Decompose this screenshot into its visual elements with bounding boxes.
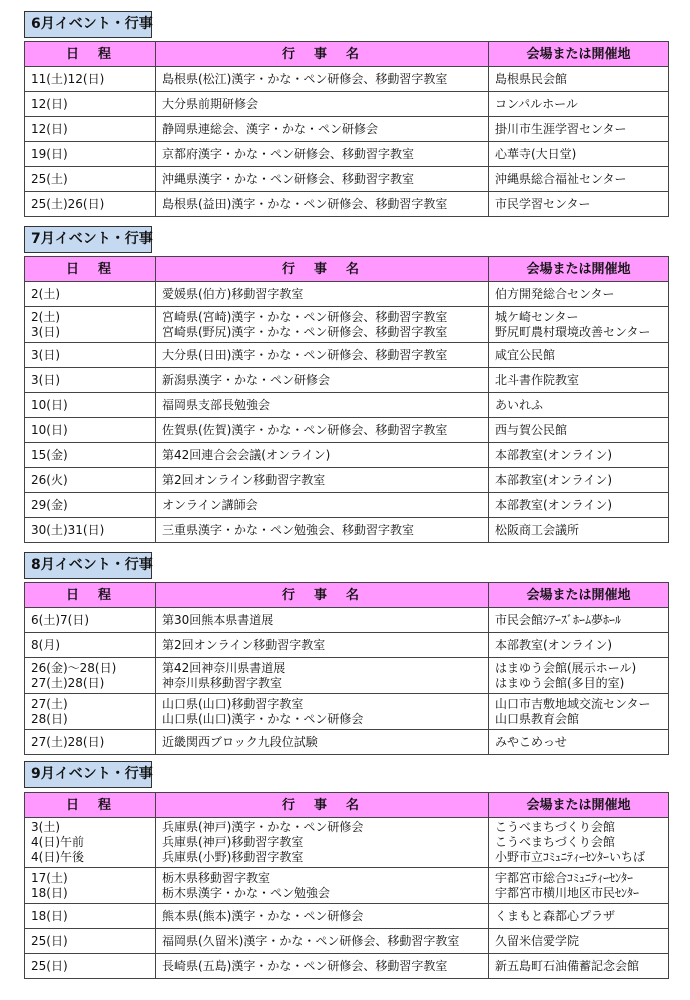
table-row	[25, 730, 669, 755]
event-name	[156, 142, 489, 167]
event-name	[156, 92, 489, 117]
event-venue-line: 松阪商工会議所	[495, 522, 580, 537]
event-name-line: 福岡県支部長勉強会	[162, 397, 271, 412]
event-date-line: 3(日)	[31, 324, 60, 339]
event-date-line: 25(土)26(日)	[31, 196, 105, 211]
event-date	[25, 633, 156, 658]
event-venue-line: こうべまちづくり会館	[495, 820, 615, 834]
event-date-line: 6(土)7(日)	[31, 612, 89, 627]
event-date-line: 3(日)	[31, 347, 60, 362]
event-name-line: 熊本県(熊本)漢字・かな・ペン研修会	[162, 908, 364, 923]
event-date	[25, 730, 156, 755]
event-name-line: 島根県(松江)漢字・かな・ペン研修会、移動習字教室	[162, 71, 448, 86]
header-date: 日 程	[25, 793, 156, 818]
event-name-line: 三重県漢字・かな・ペン勉強会、移動習字教室	[162, 522, 415, 537]
event-date	[25, 343, 156, 368]
table-row	[25, 954, 669, 979]
table-row	[25, 518, 669, 543]
table-row	[25, 92, 669, 117]
event-date-line: 3(日)	[31, 372, 60, 387]
event-venue-line: 心華寺(大日堂)	[495, 146, 577, 161]
event-venue	[489, 608, 669, 633]
header-venue: 会場または開催地	[489, 793, 669, 818]
event-name	[156, 343, 489, 368]
event-name	[156, 518, 489, 543]
event-table	[24, 792, 669, 979]
event-date	[25, 418, 156, 443]
event-name	[156, 67, 489, 92]
event-date-line: 18(日)	[31, 885, 68, 900]
table-row	[25, 343, 669, 368]
event-date-line: 25(日)	[31, 958, 68, 973]
event-name-line: 大分県(日田)漢字・かな・ペン研修会、移動習字教室	[162, 347, 448, 362]
event-venue-line: 本部教室(オンライン)	[495, 472, 613, 487]
event-name	[156, 694, 489, 730]
event-venue	[489, 518, 669, 543]
header-date: 日 程	[25, 583, 156, 608]
event-date	[25, 167, 156, 192]
event-name	[156, 368, 489, 393]
event-venue-line: 宇都宮市横川地区市民ｾﾝﾀｰ	[495, 885, 640, 900]
event-venue	[489, 393, 669, 418]
event-name	[156, 904, 489, 929]
event-venue-line: はまゆう会館(多目的室)	[495, 675, 625, 690]
event-venue	[489, 658, 669, 694]
table-row	[25, 818, 669, 868]
event-venue-line: 西与賀公民館	[495, 422, 568, 437]
event-name-line: 宮崎県(宮崎)漢字・かな・ペン研修会、移動習字教室	[162, 309, 448, 324]
event-venue-line: 咸宜公民館	[495, 347, 556, 362]
event-date-line: 3(土)	[31, 820, 60, 834]
table-row	[25, 929, 669, 954]
event-date-line: 12(日)	[31, 121, 68, 136]
header-date: 日 程	[25, 257, 156, 282]
table-row	[25, 368, 669, 393]
header-row	[25, 257, 669, 282]
event-venue-line: 山口県教育会館	[495, 711, 580, 726]
event-name	[156, 307, 489, 343]
event-name-line: オンライン講師会	[162, 497, 258, 512]
event-date	[25, 904, 156, 929]
header-venue: 会場または開催地	[489, 583, 669, 608]
event-name-line: 神奈川県移動習字教室	[162, 675, 283, 690]
event-name-line: 長崎県(五島)漢字・かな・ペン研修会、移動習字教室	[162, 958, 448, 973]
section-title: 7月イベント・行事	[24, 226, 152, 253]
event-table	[24, 256, 669, 543]
event-venue	[489, 167, 669, 192]
header-row	[25, 583, 669, 608]
event-name-line: 兵庫県(小野)移動習字教室	[162, 850, 304, 864]
event-date	[25, 818, 156, 868]
event-venue	[489, 443, 669, 468]
section-title: 8月イベント・行事	[24, 552, 152, 579]
event-date	[25, 658, 156, 694]
event-name-line: 山口県(山口)移動習字教室	[162, 696, 304, 711]
header-row	[25, 42, 669, 67]
event-table	[24, 582, 669, 755]
table-row	[25, 393, 669, 418]
event-name	[156, 468, 489, 493]
event-venue-line: 野尻町農村環境改善センター	[495, 324, 651, 339]
event-name-line: 兵庫県(神戸)移動習字教室	[162, 835, 304, 849]
event-venue-line: みやこめっせ	[495, 734, 567, 749]
event-date	[25, 493, 156, 518]
event-venue-line: こうべまちづくり会館	[495, 835, 615, 849]
event-name	[156, 393, 489, 418]
event-date-line: 4(日)午後	[31, 850, 84, 864]
event-date-line: 30(土)31(日)	[31, 522, 105, 537]
event-table	[24, 41, 669, 217]
event-date-line: 26(火)	[31, 472, 68, 487]
event-venue	[489, 92, 669, 117]
event-date	[25, 518, 156, 543]
event-date	[25, 608, 156, 633]
event-venue	[489, 954, 669, 979]
event-date	[25, 192, 156, 217]
event-date-line: 27(土)	[31, 696, 68, 711]
header-name: 行 事 名	[156, 257, 489, 282]
event-name-line: 沖縄県漢字・かな・ペン研修会、移動習字教室	[162, 171, 415, 186]
event-name	[156, 608, 489, 633]
table-row	[25, 418, 669, 443]
event-date-line: 18(日)	[31, 908, 68, 923]
event-venue-line: 伯方開発総合センター	[495, 286, 615, 301]
event-venue	[489, 282, 669, 307]
event-name-line: 第30回熊本県書道展	[162, 612, 274, 627]
event-date	[25, 117, 156, 142]
event-name	[156, 818, 489, 868]
header-venue: 会場または開催地	[489, 257, 669, 282]
event-name	[156, 954, 489, 979]
event-name-line: 愛媛県(伯方)移動習字教室	[162, 286, 304, 301]
event-date-line: 2(土)	[31, 309, 60, 324]
event-date-line: 26(金)～28(日)	[31, 660, 117, 675]
event-date-line: 8(月)	[31, 637, 60, 652]
event-date	[25, 393, 156, 418]
event-venue-line: 新五島町石油備蓄記念会館	[495, 958, 640, 973]
event-date-line: 12(日)	[31, 96, 68, 111]
event-date-line: 25(土)	[31, 171, 68, 186]
event-venue-line: 久留米信愛学院	[495, 933, 580, 948]
event-date	[25, 929, 156, 954]
event-venue	[489, 142, 669, 167]
event-venue-line: 本部教室(オンライン)	[495, 637, 613, 652]
event-venue	[489, 818, 669, 868]
event-name-line: 第42回神奈川県書道展	[162, 660, 286, 675]
event-date	[25, 468, 156, 493]
event-name	[156, 929, 489, 954]
table-row	[25, 192, 669, 217]
event-venue-line: あいれふ	[495, 397, 544, 412]
event-date-line: 10(日)	[31, 397, 68, 412]
event-name	[156, 730, 489, 755]
section-title: 9月イベント・行事	[24, 761, 152, 788]
event-venue-line: 本部教室(オンライン)	[495, 497, 613, 512]
event-date-line: 19(日)	[31, 146, 68, 161]
event-venue-line: 宇都宮市総合ｺﾐｭﾆﾃｨｰｾﾝﾀｰ	[495, 870, 634, 885]
event-venue	[489, 633, 669, 658]
event-venue-line: 市民会館ｼｱｰｽﾞﾎｰﾑ夢ﾎｰﾙ	[495, 612, 622, 627]
event-venue	[489, 730, 669, 755]
event-date-line: 29(金)	[31, 497, 68, 512]
table-row	[25, 633, 669, 658]
event-date-line: 10(日)	[31, 422, 68, 437]
header-row	[25, 793, 669, 818]
header-name: 行 事 名	[156, 793, 489, 818]
header-name: 行 事 名	[156, 42, 489, 67]
event-date	[25, 92, 156, 117]
event-venue-line: 小野市立ｺﾐｭﾆﾃｨｰｾﾝﾀｰいちば	[495, 850, 646, 864]
event-venue	[489, 904, 669, 929]
event-date	[25, 954, 156, 979]
header-venue: 会場または開催地	[489, 42, 669, 67]
event-date	[25, 307, 156, 343]
event-name	[156, 493, 489, 518]
table-row	[25, 694, 669, 730]
event-name-line: 京都府漢字・かな・ペン研修会、移動習字教室	[162, 146, 415, 161]
event-name-line: 新潟県漢字・かな・ペン研修会	[162, 372, 331, 387]
event-date	[25, 67, 156, 92]
event-date-line: 27(土)28(日)	[31, 675, 105, 690]
event-venue-line: くまもと森都心プラザ	[495, 908, 616, 923]
event-venue	[489, 67, 669, 92]
event-name	[156, 418, 489, 443]
event-venue-line: 市民学習センター	[495, 196, 591, 211]
event-venue-line: 山口市吉敷地域交流センター	[495, 696, 651, 711]
event-venue	[489, 929, 669, 954]
header-date: 日 程	[25, 42, 156, 67]
event-name-line: 静岡県連総会、漢字・かな・ペン研修会	[162, 121, 379, 136]
event-name-line: 山口県(山口)漢字・かな・ペン研修会	[162, 711, 364, 726]
event-date	[25, 142, 156, 167]
section-title: 6月イベント・行事	[24, 11, 152, 38]
event-venue	[489, 117, 669, 142]
event-date-line: 11(土)12(日)	[31, 71, 105, 86]
event-date-line: 28(日)	[31, 711, 68, 726]
event-name-line: 第2回オンライン移動習字教室	[162, 637, 326, 652]
event-venue	[489, 493, 669, 518]
event-venue	[489, 343, 669, 368]
event-name-line: 近畿関西ブロック九段位試験	[162, 734, 318, 749]
table-row	[25, 608, 669, 633]
event-name-line: 第42回連合会会議(オンライン)	[162, 447, 331, 462]
event-name-line: 島根県(益田)漢字・かな・ペン研修会、移動習字教室	[162, 196, 448, 211]
event-name	[156, 443, 489, 468]
event-date	[25, 694, 156, 730]
table-row	[25, 868, 669, 904]
event-date	[25, 443, 156, 468]
table-row	[25, 67, 669, 92]
event-name	[156, 192, 489, 217]
event-venue	[489, 868, 669, 904]
event-date-line: 2(土)	[31, 286, 60, 301]
event-name	[156, 167, 489, 192]
event-venue-line: はまゆう会館(展示ホール)	[495, 660, 637, 675]
event-venue-line: 沖縄県総合福祉センター	[495, 171, 627, 186]
event-date-line: 27(土)28(日)	[31, 734, 105, 749]
event-venue	[489, 368, 669, 393]
event-date	[25, 282, 156, 307]
event-venue-line: 北斗書作院教室	[495, 372, 580, 387]
table-row	[25, 167, 669, 192]
event-venue-line: コンパルホール	[495, 96, 578, 111]
table-row	[25, 658, 669, 694]
event-venue	[489, 418, 669, 443]
table-row	[25, 493, 669, 518]
event-name	[156, 658, 489, 694]
event-venue	[489, 192, 669, 217]
event-name-line: 兵庫県(神戸)漢字・かな・ペン研修会	[162, 820, 364, 834]
table-row	[25, 904, 669, 929]
event-name-line: 大分県前期研修会	[162, 96, 259, 111]
event-date-line: 15(金)	[31, 447, 68, 462]
event-venue	[489, 694, 669, 730]
table-row	[25, 117, 669, 142]
event-venue	[489, 307, 669, 343]
table-row	[25, 468, 669, 493]
event-name-line: 福岡県(久留米)漢字・かな・ペン研修会、移動習字教室	[162, 933, 460, 948]
event-name	[156, 633, 489, 658]
event-name-line: 佐賀県(佐賀)漢字・かな・ペン研修会、移動習字教室	[162, 422, 448, 437]
event-date-line: 25(日)	[31, 933, 68, 948]
header-name: 行 事 名	[156, 583, 489, 608]
table-row	[25, 142, 669, 167]
table-row	[25, 443, 669, 468]
table-row	[25, 282, 669, 307]
event-name-line: 栃木県移動習字教室	[162, 870, 271, 885]
event-date	[25, 368, 156, 393]
event-name	[156, 282, 489, 307]
event-name	[156, 117, 489, 142]
event-date-line: 17(土)	[31, 870, 68, 885]
event-name-line: 栃木県漢字・かな・ペン勉強会	[162, 885, 331, 900]
event-venue-line: 本部教室(オンライン)	[495, 447, 613, 462]
event-venue-line: 掛川市生涯学習センター	[495, 121, 627, 136]
event-name-line: 第2回オンライン移動習字教室	[162, 472, 326, 487]
event-name	[156, 868, 489, 904]
event-date	[25, 868, 156, 904]
event-date-line: 4(日)午前	[31, 835, 84, 849]
table-row	[25, 307, 669, 343]
event-venue-line: 島根県民会館	[495, 71, 568, 86]
event-venue-line: 城ケ崎センター	[495, 309, 579, 324]
event-venue	[489, 468, 669, 493]
event-name-line: 宮崎県(野尻)漢字・かな・ペン研修会、移動習字教室	[162, 324, 448, 339]
